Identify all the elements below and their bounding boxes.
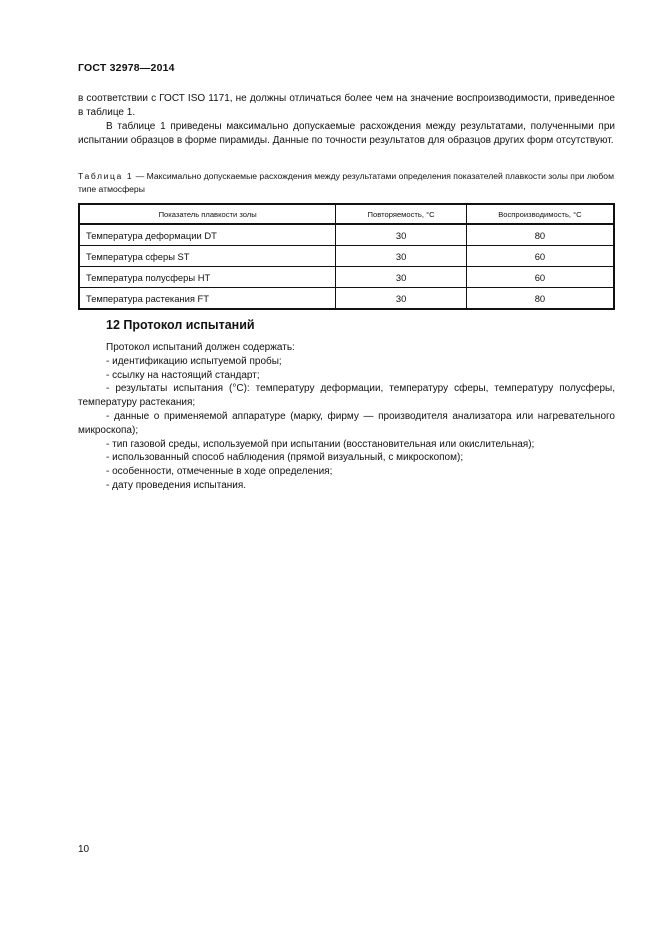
table-caption-text: — Максимально допускаемые расхождения между результатами определения показателей плавкости золы при любом типе атмосферы [78,171,614,194]
column-header-indicator: Показатель плавкости золы [79,204,336,224]
protocol-list [78,341,615,493]
row-indicator: Температура растекания FT [79,288,336,310]
table-row [79,288,614,310]
table-header-row [79,204,614,224]
row-indicator: Температура деформации DT [79,224,336,246]
row-reproducibility: 80 [466,224,614,246]
row-repeatability: 30 [336,267,467,288]
results-table [78,203,615,310]
row-reproducibility: 60 [466,246,614,267]
intro-paragraph-2: В таблице 1 приведены максимально допускаемые расхождения между результатами, полученными при испытании образцов в форме пирамиды. Данные по точности результатов для образцов других форм отсутствуют. [78,121,615,146]
list-item: - дату проведения испытания. [106,479,247,491]
list-item: - ссылку на настоящий стандарт; [106,369,260,381]
row-indicator: Температура полусферы HT [79,267,336,288]
table-row [79,267,614,288]
list-item: - особенности, отмеченные в ходе определения; [106,466,333,478]
row-reproducibility: 60 [466,267,614,288]
row-repeatability: 30 [336,224,467,246]
table-row [79,224,614,246]
list-item: - использованный способ наблюдения (прямой визуальный, с микроскопом); [106,452,464,464]
column-header-reproducibility: Воспроизводимость, °С [466,204,614,224]
row-repeatability: 30 [336,288,467,310]
document-header: ГОСТ 32978—2014 [78,62,175,74]
section-title: 12 Протокол испытаний [106,318,255,332]
table-caption [78,170,615,195]
list-item: - данные о применяемой аппаратуре (марку, фирму — производителя анализатора или нагревательного микроскопа); [78,410,615,436]
list-item: - тип газовой среды, используемой при испытании (восстановительная или окислительная); [106,438,535,450]
list-item: - результаты испытания (°С): температуру деформации, температуру сферы, температуру полусферы, температуру растекания; [78,383,615,409]
row-indicator: Температура сферы ST [79,246,336,267]
protocol-lead: Протокол испытаний должен содержать: [106,342,295,353]
intro-paragraph-1: в соответствии с ГОСТ ISO 1171, не должны отличаться более чем на значение воспроизводимости, приведенное в таблице 1. [78,93,615,118]
list-item: - идентификацию испытуемой пробы; [106,355,282,367]
table-caption-label: Таблица 1 [78,171,134,181]
page-number: 10 [78,844,90,855]
column-header-repeatability: Повторяемость, °С [336,204,467,224]
table-row [79,246,614,267]
row-repeatability: 30 [336,246,467,267]
row-reproducibility: 80 [466,288,614,310]
